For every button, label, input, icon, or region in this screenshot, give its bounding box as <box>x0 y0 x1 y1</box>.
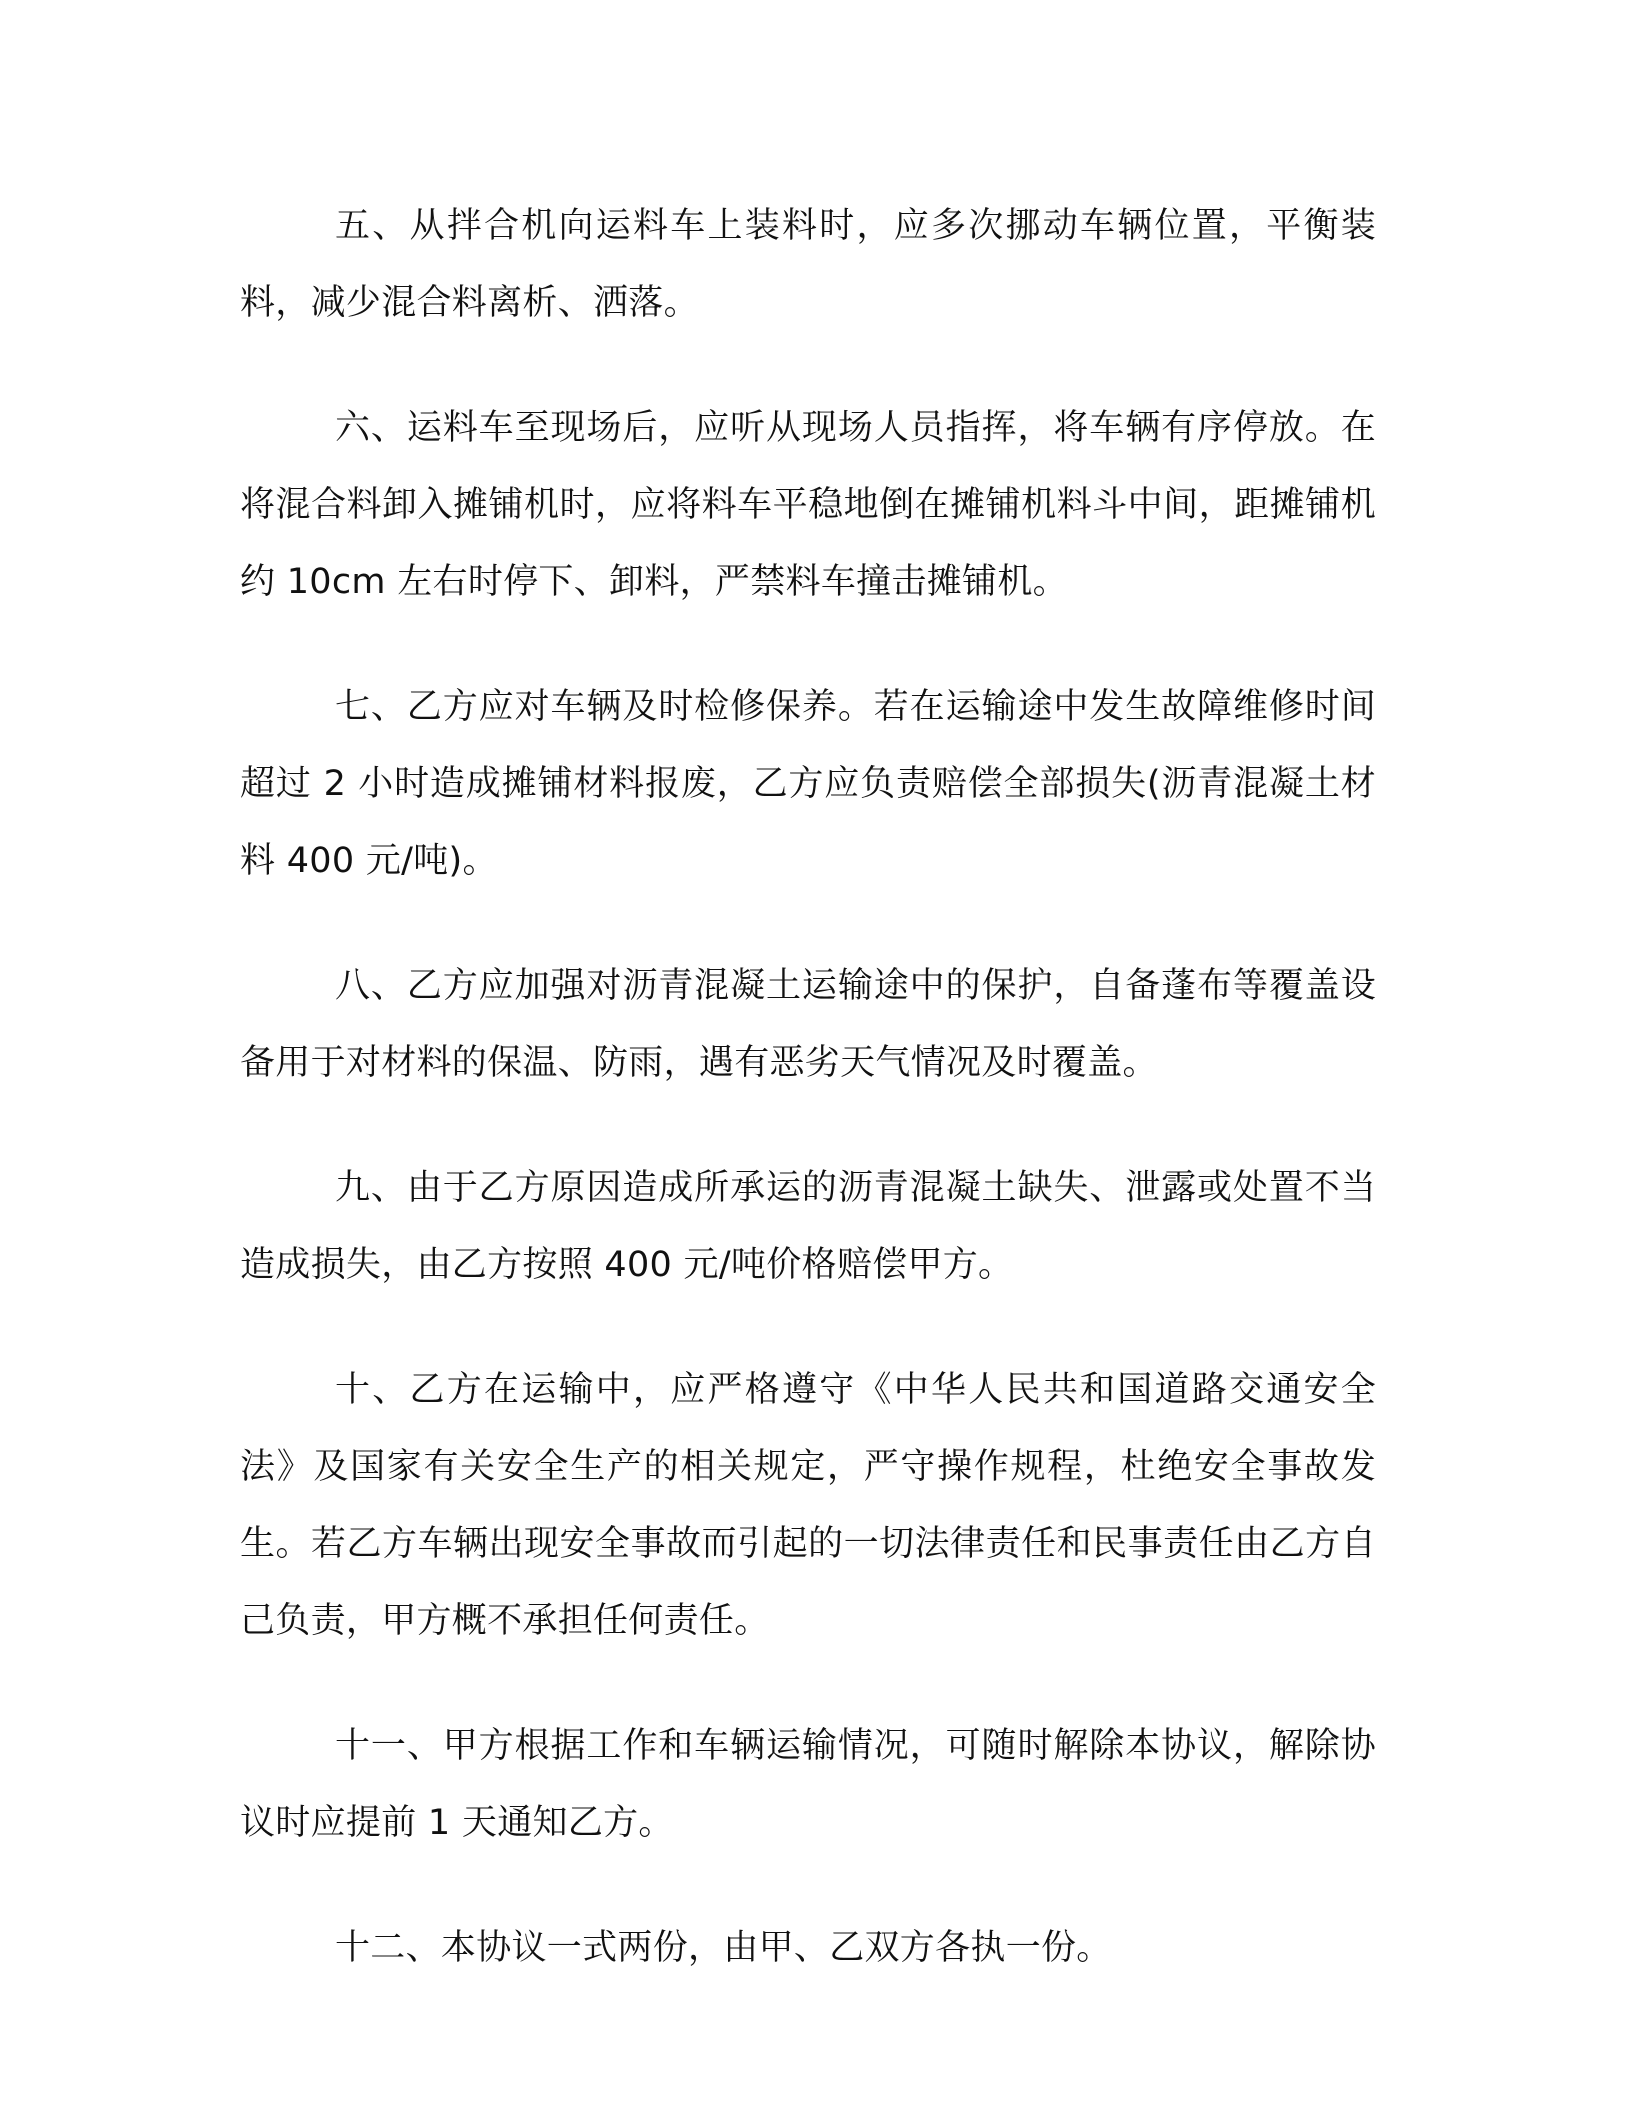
clause-11-text: 十一、甲方根据工作和车辆运输情况，可随时解除本协议，解除协议时应提前 1 天通知乙方。 <box>240 1726 1376 1843</box>
clause-11 <box>240 1708 1376 1862</box>
clause-6 <box>240 390 1376 621</box>
clause-7-text: 七、乙方应对车辆及时检修保养。若在运输途中发生故障维修时间超过 2 小时造成摊铺材料报废，乙方应负责赔偿全部损失(沥青混凝土材料 400 元/吨)。 <box>240 687 1376 881</box>
clause-10-text: 十、乙方在运输中，应严格遵守《中华人民共和国道路交通安全法》及国家有关安全生产的相关规定，严守操作规程，杜绝安全事故发生。若乙方车辆出现安全事故而引起的一切法律责任和民事责任由乙方自己负责，甲方概不承担任何责任。 <box>240 1370 1376 1641</box>
clause-9 <box>240 1150 1376 1304</box>
clause-5 <box>240 188 1376 342</box>
clause-8 <box>240 948 1376 1102</box>
clause-9-text: 九、由于乙方原因造成所承运的沥青混凝土缺失、泄露或处置不当造成损失，由乙方按照 400 元/吨价格赔偿甲方。 <box>240 1168 1376 1285</box>
clause-5-text: 五、从拌合机向运料车上装料时，应多次挪动车辆位置，平衡装料，减少混合料离析、洒落。 <box>240 206 1376 323</box>
clause-10 <box>240 1352 1376 1660</box>
clause-8-text: 八、乙方应加强对沥青混凝土运输途中的保护，自备蓬布等覆盖设备用于对材料的保温、防雨，遇有恶劣天气情况及时覆盖。 <box>240 966 1376 1083</box>
document-body <box>240 188 1376 2035</box>
clause-7 <box>240 669 1376 900</box>
clause-6-text: 六、运料车至现场后，应听从现场人员指挥，将车辆有序停放。在将混合料卸入摊铺机时，应将料车平稳地倒在摊铺机料斗中间，距摊铺机约 10cm 左右时停下、卸料，严禁料车撞击摊铺机。 <box>240 408 1376 602</box>
clause-12 <box>240 1910 1376 1987</box>
clause-12-text: 十二、本协议一式两份，由甲、乙双方各执一份。 <box>335 1928 1112 1968</box>
